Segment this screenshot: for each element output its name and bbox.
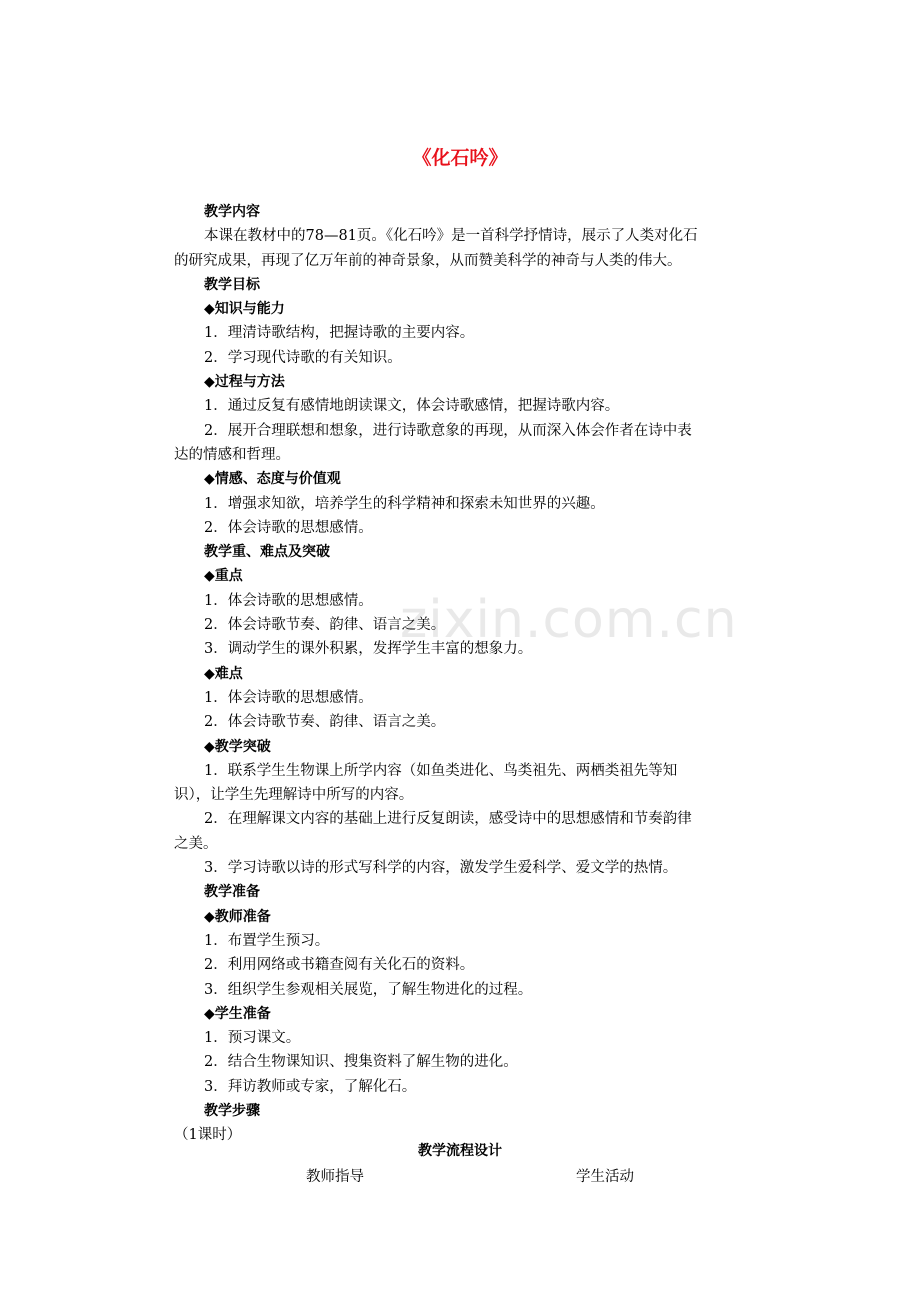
text-line: 1．体会诗歌的思想感情。 <box>204 592 373 609</box>
text-line: （1课时） <box>174 1127 242 1144</box>
text-line: 2．体会诗歌的思想感情。 <box>204 519 373 536</box>
text-line: 3．拜访教师或专家，了解化石。 <box>204 1078 417 1095</box>
text-line: 达的情感和哲理。 <box>174 446 290 463</box>
page-title: 《化石吟》 <box>412 147 508 169</box>
section-heading: ◆教师准备 <box>204 908 271 925</box>
text-line: 2．体会诗歌节奏、韵律、语言之美。 <box>204 714 446 731</box>
section-heading: 教学准备 <box>204 884 260 901</box>
section-heading: 教学步骤 <box>204 1102 260 1119</box>
text-line: 2．展开合理联想和想象，进行诗歌意象的再现，从而深入体会作者在诗中表 <box>204 422 692 439</box>
watermark: zixin.com.cn <box>400 590 738 650</box>
text-line: 2．在理解课文内容的基础上进行反复朗读，感受诗中的思想感情和节奏韵律 <box>204 811 692 828</box>
section-heading: 教学目标 <box>204 276 260 293</box>
text-line: 2．利用网络或书籍查阅有关化石的资料。 <box>204 957 475 974</box>
section-heading: 教学内容 <box>204 204 260 220</box>
column-header-teacher: 教师指导 <box>306 1169 364 1185</box>
text-line: 3．组织学生参观相关展览，了解生物进化的过程。 <box>204 981 533 998</box>
column-header-student: 学生活动 <box>576 1169 634 1185</box>
text-line: 2．体会诗歌节奏、韵律、语言之美。 <box>204 617 446 634</box>
text-line: 的研究成果，再现了亿万年前的神奇景象，从而赞美科学的神奇与人类的伟大。 <box>174 252 682 269</box>
text-line: 3．学习诗歌以诗的形式写科学的内容，激发学生爱科学、爱文学的热情。 <box>204 860 678 877</box>
flow-title: 教学流程设计 <box>418 1143 502 1159</box>
section-heading: ◆学生准备 <box>204 1005 271 1022</box>
text-line: 2．结合生物课知识、搜集资料了解生物的进化。 <box>204 1054 518 1071</box>
section-heading: ◆难点 <box>204 665 243 682</box>
text-line: 1．预习课文。 <box>204 1030 301 1047</box>
text-line: 识），让学生先理解诗中所写的内容。 <box>174 787 414 804</box>
text-line: 1．布置学生预习。 <box>204 932 330 949</box>
text-line: 3．调动学生的课外积累，发挥学生丰富的想象力。 <box>204 641 533 658</box>
text-line: 之美。 <box>174 835 218 852</box>
section-heading: ◆知识与能力 <box>204 301 285 318</box>
document-body <box>174 200 754 1148</box>
section-heading: ◆教学突破 <box>204 738 271 755</box>
text-line: 1．体会诗歌的思想感情。 <box>204 689 373 706</box>
text-line: 1．通过反复有感情地朗读课文，体会诗歌感情，把握诗歌内容。 <box>204 398 620 415</box>
section-heading: ◆重点 <box>204 568 243 585</box>
section-heading: ◆过程与方法 <box>204 374 285 391</box>
text-line: 1．理清诗歌结构，把握诗歌的主要内容。 <box>204 325 475 342</box>
section-heading: 教学重、难点及突破 <box>204 544 330 561</box>
text-line: 1．联系学生生物课上所学内容（如鱼类进化、鸟类祖先、两栖类祖先等知 <box>204 762 678 779</box>
text-line: 1．增强求知欲，培养学生的科学精神和探索未知世界的兴趣。 <box>204 495 605 512</box>
text-line: 2．学习现代诗歌的有关知识。 <box>204 349 402 366</box>
section-heading: ◆情感、态度与价值观 <box>204 471 341 488</box>
text-line: 本课在教材中的78—81页。《化石吟》是一首科学抒情诗，展示了人类对化石 <box>204 228 698 245</box>
